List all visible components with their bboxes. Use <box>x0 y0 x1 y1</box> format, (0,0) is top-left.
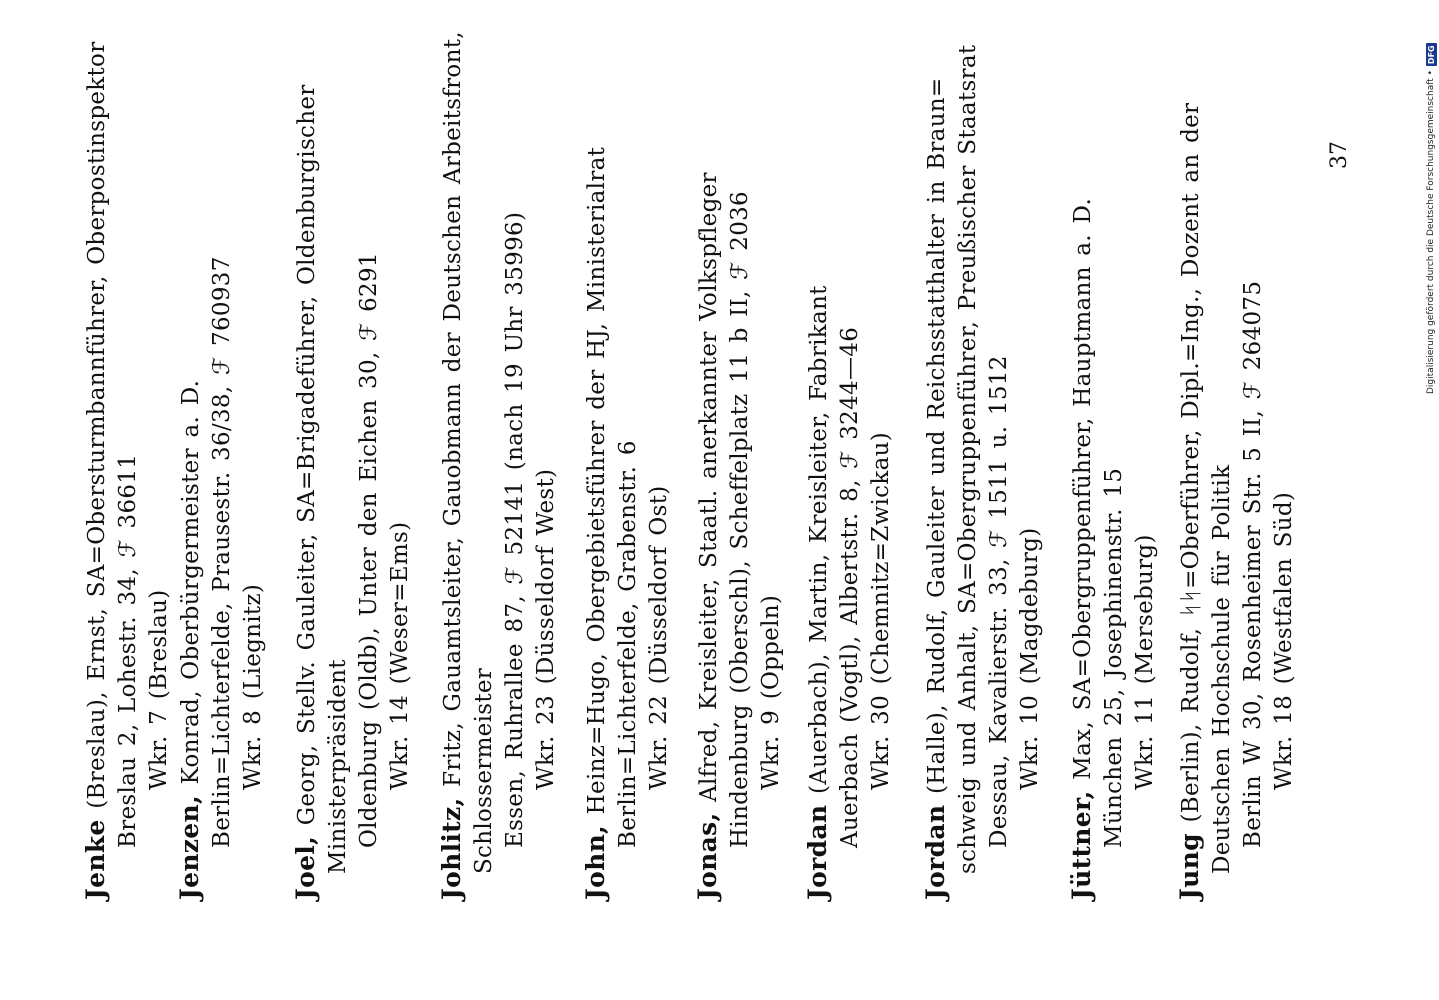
entry-line: Dessau, Kavalierstr. 33, ℱ 1511 u. 1512 <box>986 355 1012 848</box>
entry-name: John, <box>581 824 610 900</box>
entry-joel <box>290 84 416 900</box>
entry-line: Wkr. 11 (Merseburg) <box>1132 534 1158 790</box>
entry-johlitz <box>436 31 562 900</box>
entry-line: Alfred, Kreisleiter, Staatl. anerkannter Volkspfleger <box>696 172 722 802</box>
entry-name: Jordan <box>803 804 832 900</box>
entry-line: Schlossermeister <box>471 667 497 874</box>
entry-line: Wkr. 8 (Liegnitz) <box>240 583 266 790</box>
entry-line: schweig und Anhalt, SA=Obergruppenführer, Preußischer Staatsrat <box>955 44 981 874</box>
entry-name: Jüttner, <box>1067 790 1096 900</box>
entry-line: Hindenburg (Oberschl), Scheffelplatz 11 b II, ℱ 2036 <box>727 191 753 848</box>
entry-line: Breslau 2, Lohestr. 34, ℱ 36611 <box>115 453 141 848</box>
entry-jenzen <box>174 120 269 900</box>
entry-jung <box>1174 102 1300 900</box>
entry-line: Auerbach (Vogtl), Albertstr. 8, ℱ 3244—46 <box>837 326 863 848</box>
rotated-text-block <box>80 31 1300 900</box>
entry-line: (Breslau), Ernst, SA=Obersturmbannführer, Oberpostinspektor <box>84 41 110 809</box>
entry-name: Jung <box>1175 833 1204 900</box>
entry-line: (Auerbach), Martin, Kreisleiter, Fabrikant <box>806 285 832 795</box>
entry-line: Wkr. 10 (Magdeburg) <box>1017 527 1043 790</box>
entry-line: Fritz, Gauamtsleiter, Gauobmann der Deutschen Arbeitsfront, <box>440 31 466 787</box>
entry-juettner <box>1066 120 1161 900</box>
entry-line: (Halle), Rudolf, Gauleiter und Reichsstatthalter in Braun= <box>924 77 950 795</box>
entry-name: Jordan <box>921 804 950 900</box>
entry-line: Wkr. 22 (Düsseldorf Ost) <box>646 485 672 790</box>
entry-name: Jenke <box>81 819 110 900</box>
entry-line: Berlin W 30, Rosenheimer Str. 5 II, ℱ 264075 <box>1240 280 1266 848</box>
entry-line: München 25, Josephinenstr. 15 <box>1101 467 1127 848</box>
entry-jenke <box>80 41 175 900</box>
entry-line: Konrad, Oberbürgermeister a. D. <box>178 379 204 785</box>
entry-line: Wkr. 23 (Düsseldorf West) <box>533 468 559 790</box>
entry-line: Berlin=Lichterfelde, Prausestr. 36/38, ℱ 760937 <box>209 256 235 848</box>
entry-line: Heinz=Hugo, Obergebietsführer der HJ, Ministerialrat <box>584 146 610 815</box>
digitization-credit <box>1425 14 1437 394</box>
entry-line: Berlin=Lichterfelde, Grabenstr. 6 <box>615 440 641 848</box>
credit-text: Digitalisierung gefördert durch die Deutsche Forschungsgemeinschaft • <box>1426 70 1436 394</box>
page-number: 37 <box>1327 141 1352 169</box>
entry-line: Oldenburg (Oldb), Unter den Eichen 30, ℱ 6291 <box>356 252 382 848</box>
entry-line: Deutschen Hochschule für Politik <box>1209 464 1235 874</box>
entry-line: Ministerpräsident <box>325 659 351 874</box>
entry-line: Max, SA=Obergruppenführer, Hauptmann a. D. <box>1070 197 1096 780</box>
entry-line: Wkr. 7 (Breslau) <box>146 589 172 790</box>
entry-name: Johlitz, <box>437 797 466 900</box>
entry-line: Essen, Ruhrallee 87, ℱ 52141 (nach 19 Uhr 35996) <box>502 211 528 848</box>
entry-jordan-halle <box>920 44 1046 900</box>
entry-line: Wkr. 30 (Chemnitz=Zwickau) <box>868 432 894 790</box>
entry-name: Jenzen, <box>175 795 204 900</box>
dfg-logo: DFG <box>1426 45 1436 65</box>
entry-line: Wkr. 14 (Weser=Ems) <box>387 521 413 790</box>
entry-jordan-auerbach <box>802 120 897 900</box>
entry-line: (Berlin), Rudolf, ᛋᛋ=Oberführer, Dipl.=Ing., Dozent an der <box>1178 102 1204 823</box>
entry-name: Jonas, <box>693 812 722 900</box>
entry-name: Joel, <box>291 835 320 900</box>
entry-line: Wkr. 18 (Westfalen Süd) <box>1271 491 1297 790</box>
entry-john <box>580 120 675 900</box>
entry-line: Wkr. 9 (Oppeln) <box>758 594 784 790</box>
entry-jonas <box>692 120 787 900</box>
entry-line: Georg, Stellv. Gauleiter, SA=Brigadeführer, Oldenburgischer <box>294 84 320 826</box>
